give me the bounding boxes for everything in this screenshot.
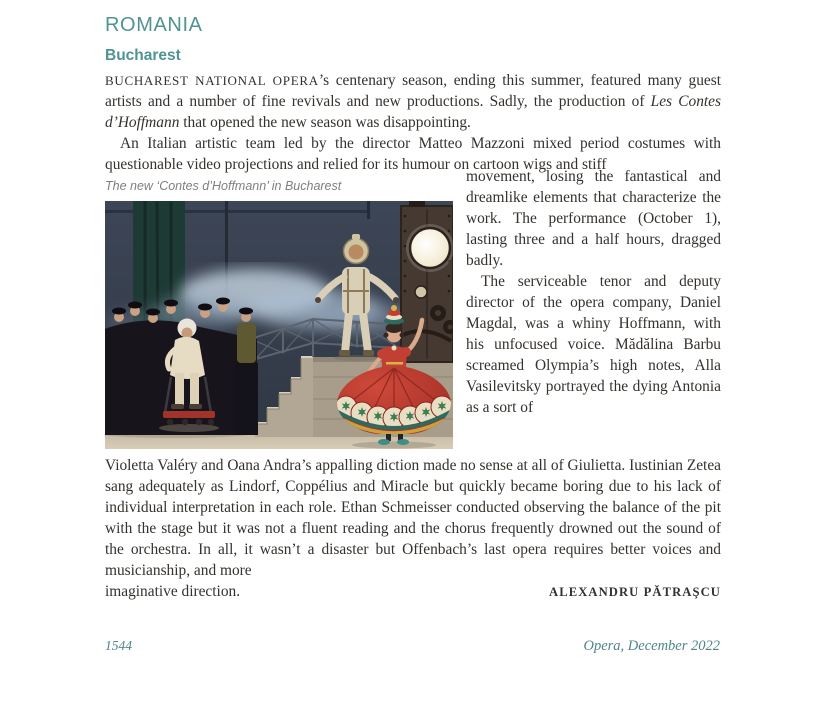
photo-caption: The new ‘Contes d’Hoffmann’ in Bucharest xyxy=(105,179,342,193)
para1-tail: that opened the new season was disappointing. xyxy=(179,114,471,131)
section-heading: ROMANIA xyxy=(105,14,203,36)
opera-title-italic: Les Contes d’Hoffmann xyxy=(105,93,721,131)
paragraph-two-continued: movement, losing the fantastical and dreamlike elements that characterize the work. The performance (October 1), lasting three and a half hours, dragged badly. xyxy=(466,168,721,269)
production-photo xyxy=(105,201,453,449)
journal-name: Opera, December 2022 xyxy=(583,638,720,654)
byline: ALEXANDRU PĂTRAŞCU xyxy=(549,585,721,599)
photo-text-row xyxy=(105,168,721,449)
machine-porthole xyxy=(401,201,453,362)
closing-text: imaginative direction. xyxy=(105,583,241,600)
leadin-small-caps: BUCHAREST NATIONAL OPERA xyxy=(105,73,319,88)
closing-line xyxy=(105,581,721,603)
paragraph-intro xyxy=(105,70,721,133)
page-footer xyxy=(105,638,720,655)
figure xyxy=(105,176,453,449)
paragraph-three: The serviceable tenor and deputy director of the opera company, Daniel Magdal, was a whiny Hoffmann, with his unfocused voice. Mădălina Barbu screamed Olympia’s high notes, Alla Vasilevitsky portrayed the dying Antonia as a sort of xyxy=(466,273,721,416)
paragraph-two-lead: An Italian artistic team led by the director Matteo Mazzoni mixed period costumes with questionable video projections and relied for its humour on cartoon wigs and stiff xyxy=(105,135,721,173)
page-number: 1544 xyxy=(105,638,132,653)
city-heading: Bucharest xyxy=(105,47,181,64)
para1-text: ’s centenary season, ending this summer, featured many guest artists and a number of fine revivals and new productions. Sadly, the production of xyxy=(105,72,721,110)
paragraph-four: Violetta Valéry and Oana Andra’s appalling diction made no sense at all of Giulietta. Iustinian Zetea sang adequately as Lindorf, Coppélius and Miracle but quickly became boring due to his lack of individual interpretation in each role. Ethan Schmeisser conducted observing the balance of the pit with the stage but it was not a fluent reading and the chorus frequently drowned out the sound of the orchestra. In all, it wasn’t a disaster but Offenbach’s last opera requires better voices and musicianship, and more xyxy=(105,457,721,579)
right-text-column xyxy=(466,166,721,449)
article-content xyxy=(105,14,721,603)
